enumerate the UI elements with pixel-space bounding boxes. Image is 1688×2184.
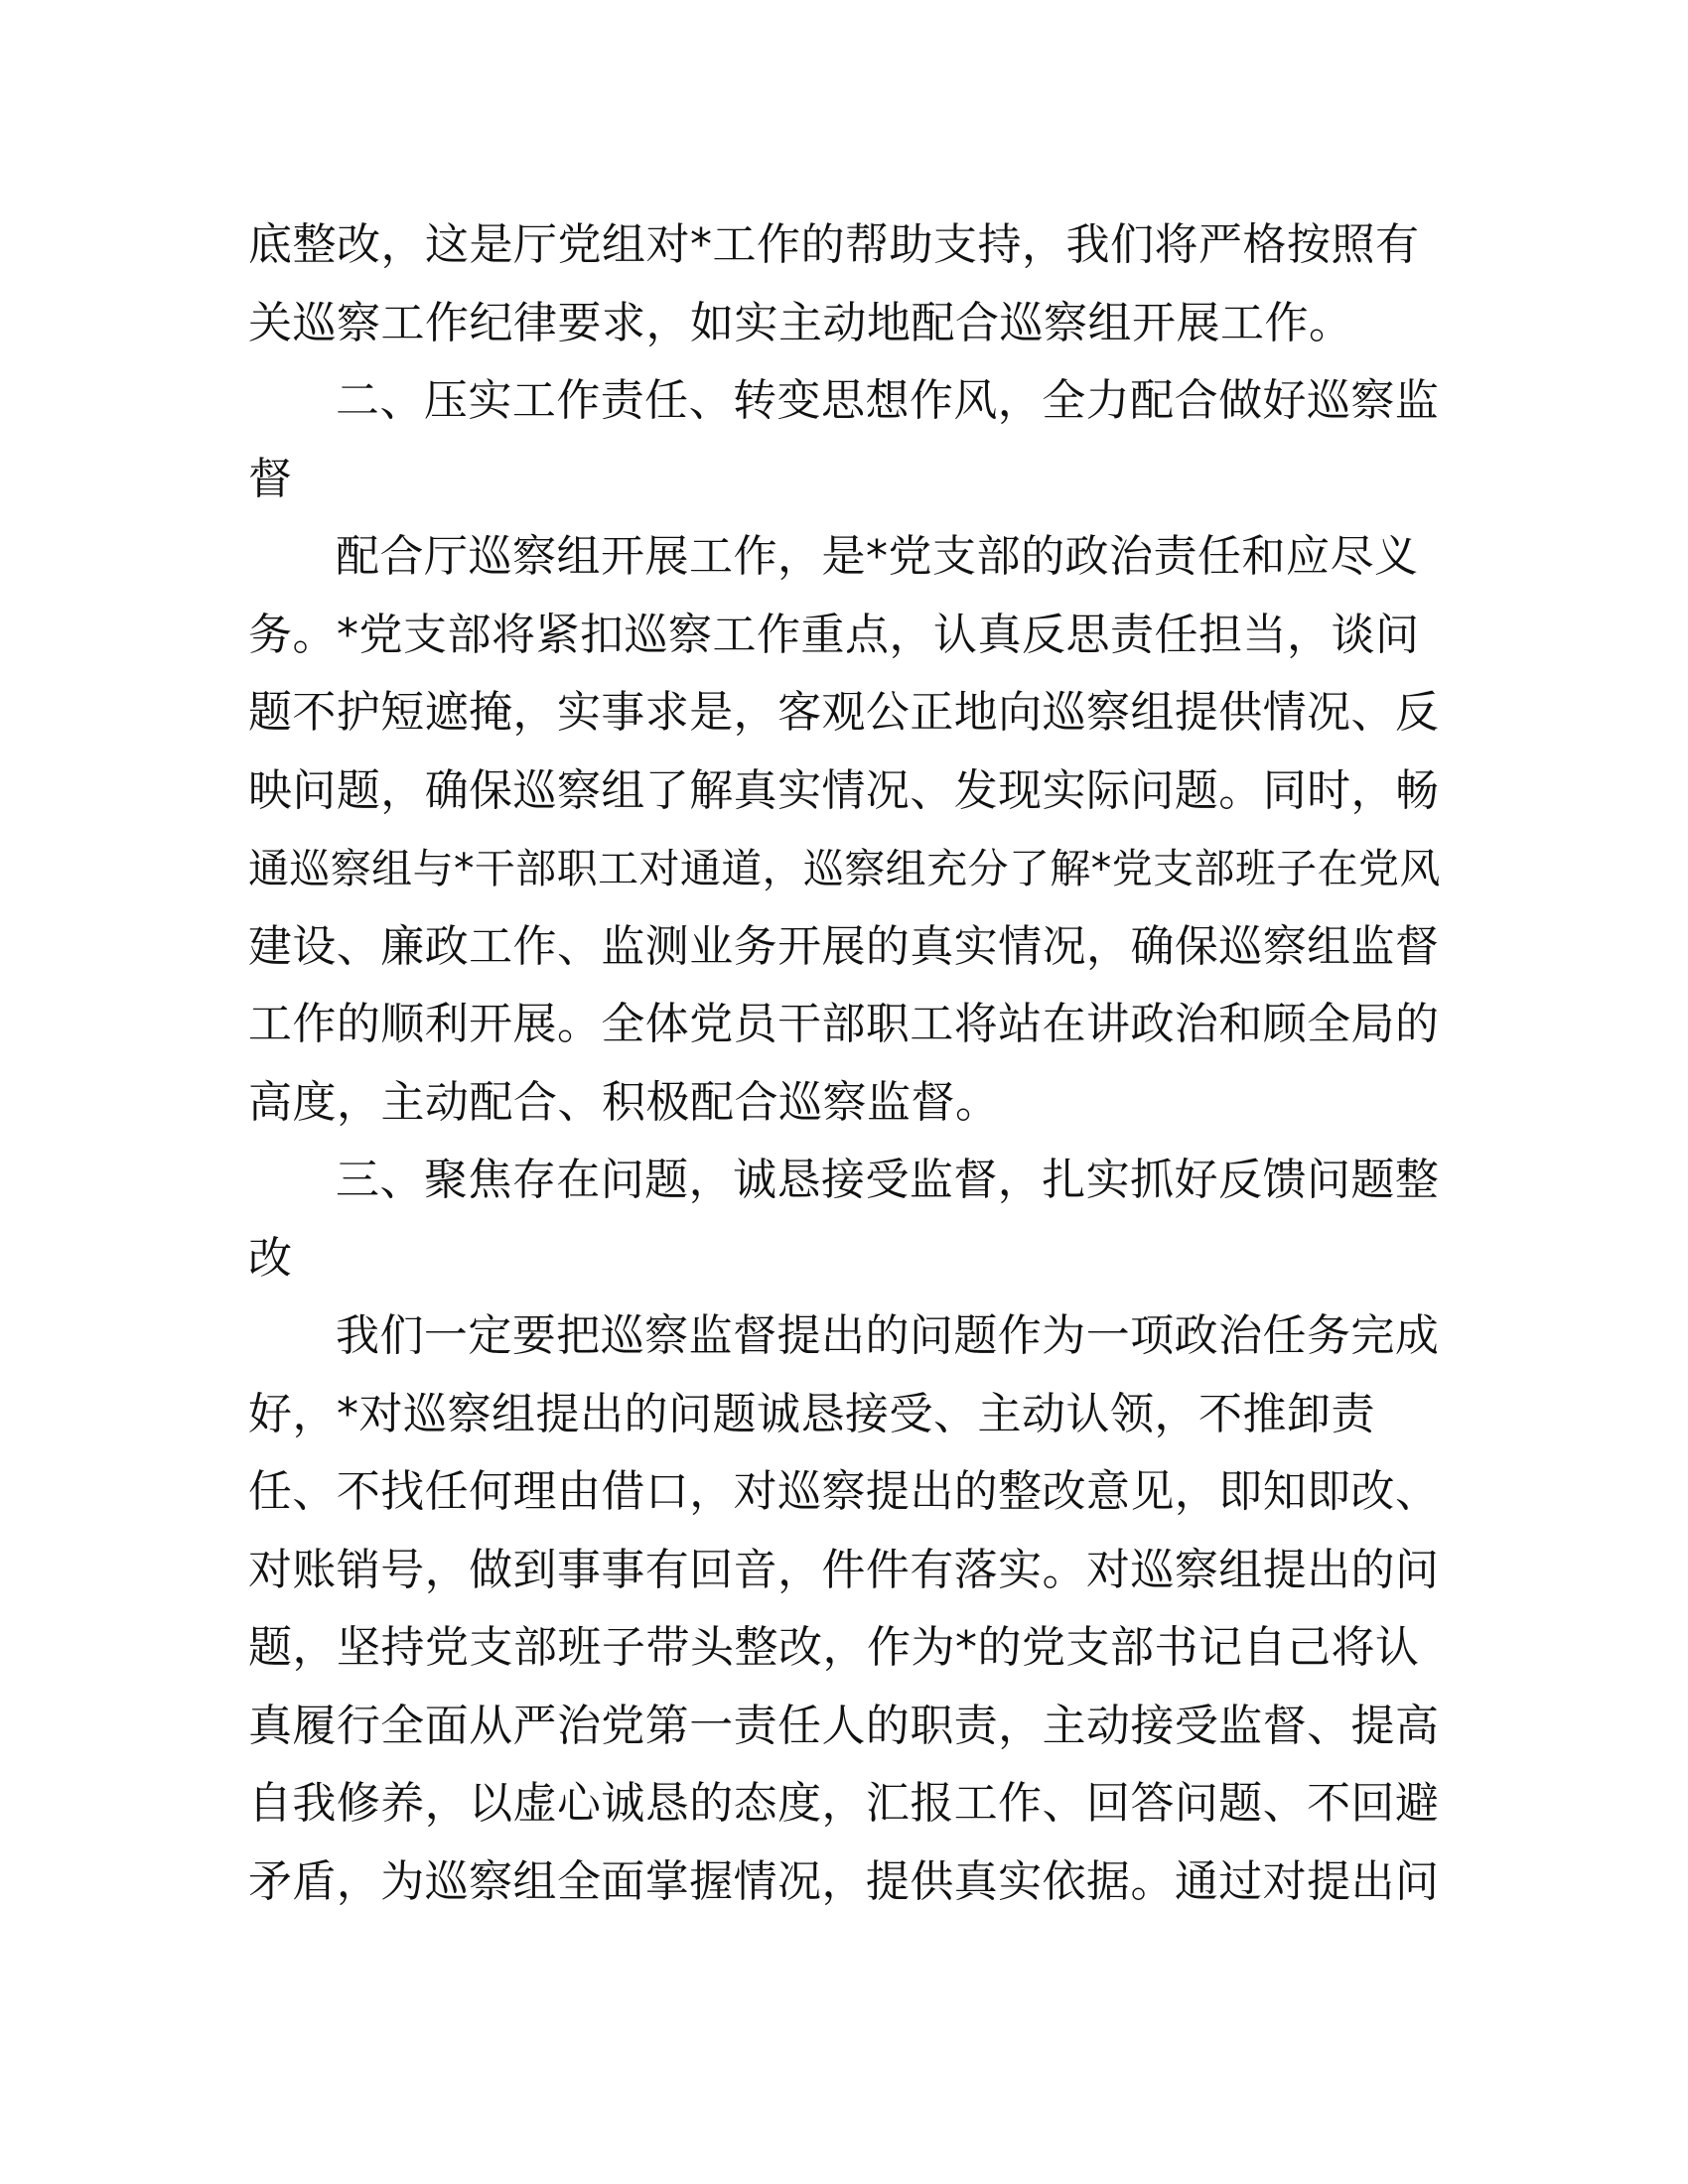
text-line: 映问题，确保巡察组了解真实情况、发现实际问题。同时，畅	[248, 764, 1440, 816]
text-line: 矛盾，为巡察组全面掌握情况，提供真实依据。通过对提出问	[248, 1855, 1440, 1907]
text-line: 自我修养，以虚心诚恳的态度，汇报工作、回答问题、不回避	[248, 1778, 1440, 1829]
section-heading-continued: 改	[248, 1232, 293, 1284]
text-line: 题不护短遮掩，实事求是，客观公正地向巡察组提供情况、反	[248, 687, 1440, 738]
text-line: 对账销号，做到事事有回音，件件有落实。对巡察组提出的问	[248, 1544, 1440, 1595]
text-line: 真履行全面从严治党第一责任人的职责，主动接受监督、提高	[248, 1700, 1440, 1751]
section-heading: 三、聚焦存在问题，诚恳接受监督，扎实抓好反馈问题整	[336, 1155, 1440, 1205]
section-heading: 二、压实工作责任、转变思想作风，全力配合做好巡察监	[336, 375, 1440, 426]
body-text	[248, 206, 1440, 1921]
text-line: 好，*对巡察组提出的问题诚恳接受、主动认领，不推卸责	[248, 1388, 1375, 1439]
text-line: 任、不找任何理由借口，对巡察提出的整改意见，即知即改、	[248, 1466, 1440, 1517]
text-line: 建设、廉政工作、监测业务开展的真实情况，确保巡察组监督	[248, 920, 1440, 972]
section-heading-continued: 督	[248, 453, 293, 504]
text-line: 高度，主动配合、积极配合巡察监督。	[248, 1076, 1000, 1128]
text-line: 工作的顺利开展。全体党员干部职工将站在讲政治和顾全局的	[248, 999, 1440, 1049]
text-line: 题，坚持党支部班子带头整改，作为*的党支部书记自己将认	[248, 1622, 1420, 1673]
text-line: 底整改，这是厅党组对*工作的帮助支持，我们将严格按照有	[248, 219, 1420, 270]
text-line: 通巡察组与*干部职工对通道，巡察组充分了解*党支部班子在党风	[248, 845, 1441, 892]
paragraph-start: 我们一定要把巡察监督提出的问题作为一项政治任务完成	[336, 1310, 1440, 1361]
paragraph-start: 配合厅巡察组开展工作，是*党支部的政治责任和应尽义	[336, 531, 1419, 582]
text-line: 关巡察工作纪律要求，如实主动地配合巡察组开展工作。	[248, 297, 1353, 348]
text-line: 务。*党支部将紧扣巡察工作重点，认真反思责任担当，谈问	[248, 609, 1420, 660]
